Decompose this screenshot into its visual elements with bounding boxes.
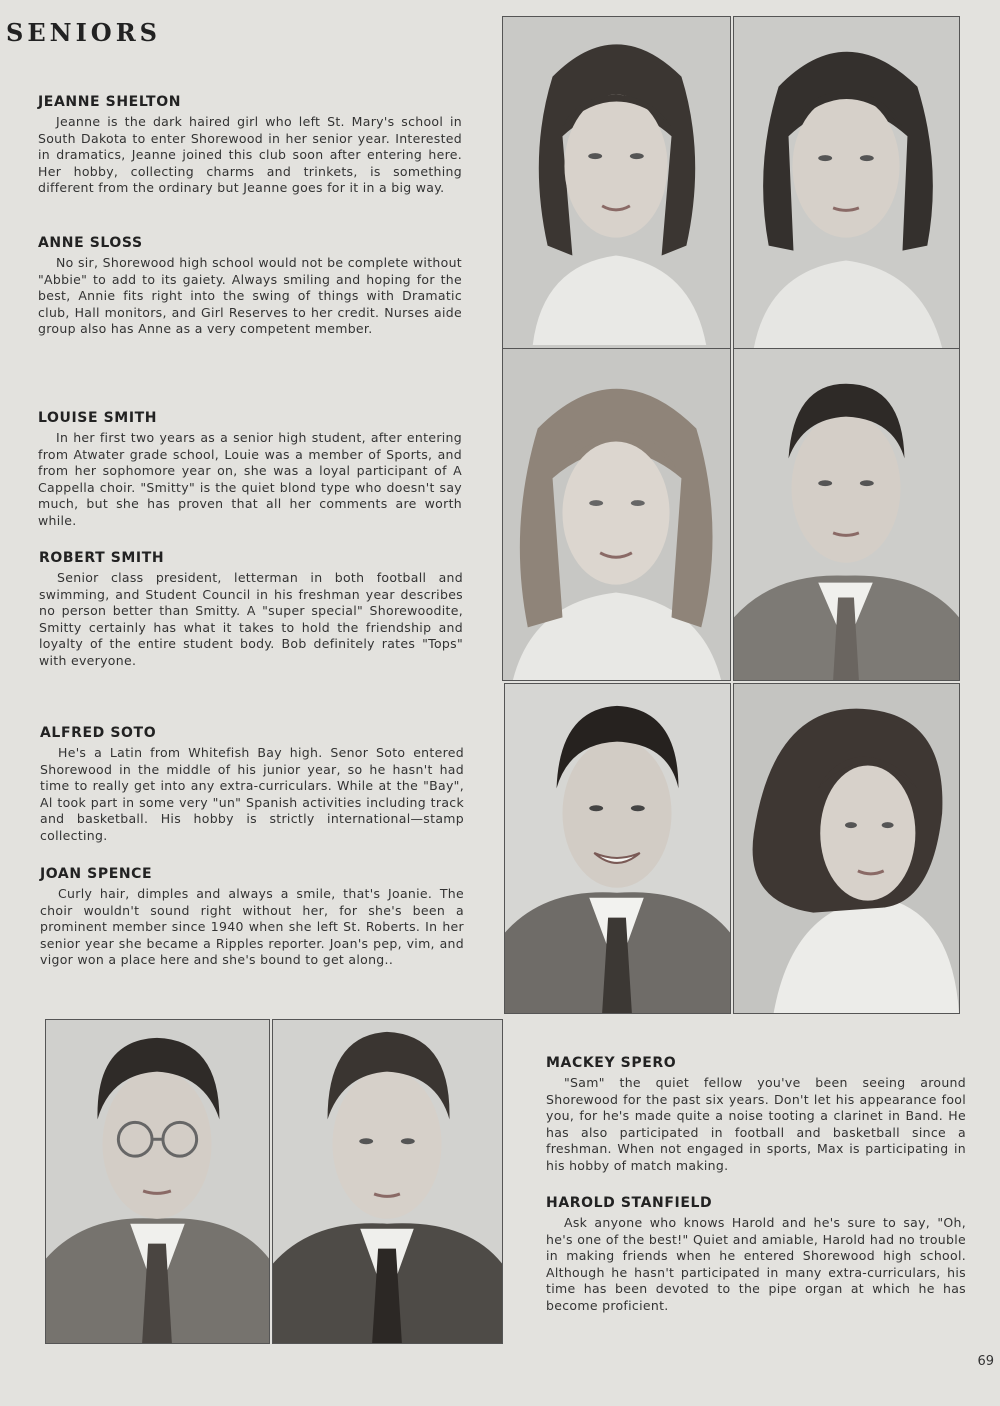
bio-joan-spence — [40, 866, 464, 969]
page-number: 69 — [977, 1354, 994, 1369]
senior-name: MACKEY SPERO — [546, 1055, 677, 1071]
page-title: SENIORS — [6, 18, 161, 47]
bio-alfred-soto — [40, 725, 464, 845]
senior-name: ANNE SLOSS — [38, 235, 143, 251]
portrait-photo-mackey-spero — [45, 1019, 270, 1344]
portrait-photo-robert-smith — [733, 348, 960, 681]
senior-name: JEANNE SHELTON — [38, 94, 182, 110]
senior-name: JOAN SPENCE — [40, 866, 153, 882]
senior-name: ALFRED SOTO — [40, 725, 157, 741]
senior-bio: "Sam" the quiet fellow you've been seeing around Shorewood for the past six years. Don't let his appearance fool you, for he's made quite a noise tooting a clarinet in Band. He has also participated in football and basketball since a freshman. When not engaged in sports, Max is participating in his hobby of match making. — [546, 1075, 966, 1173]
bio-harold-stanfield — [546, 1195, 966, 1315]
portrait-photo-alfred-soto — [504, 683, 731, 1014]
portrait-photo-harold-stanfield — [272, 1019, 503, 1344]
senior-bio: Jeanne is the dark haired girl who left St. Mary's school in South Dakota to enter Shorewood in her senior year. Interested in dramatics, Jeanne joined this club soon after entering here. Her hobby, collecting charms and trinkets, is something different from the ordinary but Jeanne goes for it in a big way. — [38, 114, 462, 196]
portrait-photo-anne-sloss — [733, 16, 960, 349]
bio-robert-smith — [39, 550, 463, 670]
bio-mackey-spero — [546, 1055, 966, 1175]
bio-jeanne-shelton — [38, 94, 462, 197]
senior-bio: Curly hair, dimples and always a smile, that's Joanie. The choir wouldn't sound right without her, for she's been a prominent member since 1940 when she left St. Roberts. In her senior year she became a Ripples reporter. Joan's pep, vim, and vigor won a place here and she's bound to get along.. — [40, 886, 464, 968]
senior-name: HAROLD STANFIELD — [546, 1195, 713, 1211]
bio-louise-smith — [38, 410, 462, 530]
portrait-photo-louise-smith — [502, 348, 731, 681]
senior-name: ROBERT SMITH — [39, 550, 165, 566]
senior-bio: Senior class president, letterman in both football and swimming, and Student Council in his freshman year describes no person better than Smitty. A "super special" Shorewoodite, Smitty certainly has what it takes to hold the friendship and loyalty of the entire student body. Bob definitely rates "Tops" with everyone. — [39, 570, 463, 668]
senior-bio: No sir, Shorewood high school would not be complete without "Abbie" to add to its gaiety. Always smiling and hoping for the best, Annie fits right into the swing of things with Dramatic club, Hall monitors, and Girl Reserves to her credit. Nurses aide group also has Anne as a very competent member. — [38, 255, 462, 337]
senior-name: LOUISE SMITH — [38, 410, 158, 426]
senior-bio: In her first two years as a senior high student, after entering from Atwater grade school, Louie was a member of Sports, and from her sophomore year on, she was a loyal participant of A Cappella choir. "Smitty" is the quiet blond type who doesn't say much, but she has proven that all her comments are worth while. — [38, 430, 462, 528]
bio-anne-sloss — [38, 235, 462, 338]
senior-bio: Ask anyone who knows Harold and he's sure to say, "Oh, he's one of the best!" Quiet and amiable, Harold had no trouble in making friends when he entered Shorewood high school. Although he hasn't participated in many extra-curriculars, his time has been devoted to the pipe organ at which he has become proficient. — [546, 1215, 966, 1313]
portrait-photo-jeanne-shelton — [502, 16, 731, 349]
portrait-photo-joan-spence — [733, 683, 960, 1014]
senior-bio: He's a Latin from Whitefish Bay high. Senor Soto entered Shorewood in the middle of his junior year, so he hasn't had time to really get into any extra-curriculars. While at the "Bay", Al took part in some very "un" Spanish activities including track and basketball. His hobby is strictly international—stamp collecting. — [40, 745, 464, 843]
